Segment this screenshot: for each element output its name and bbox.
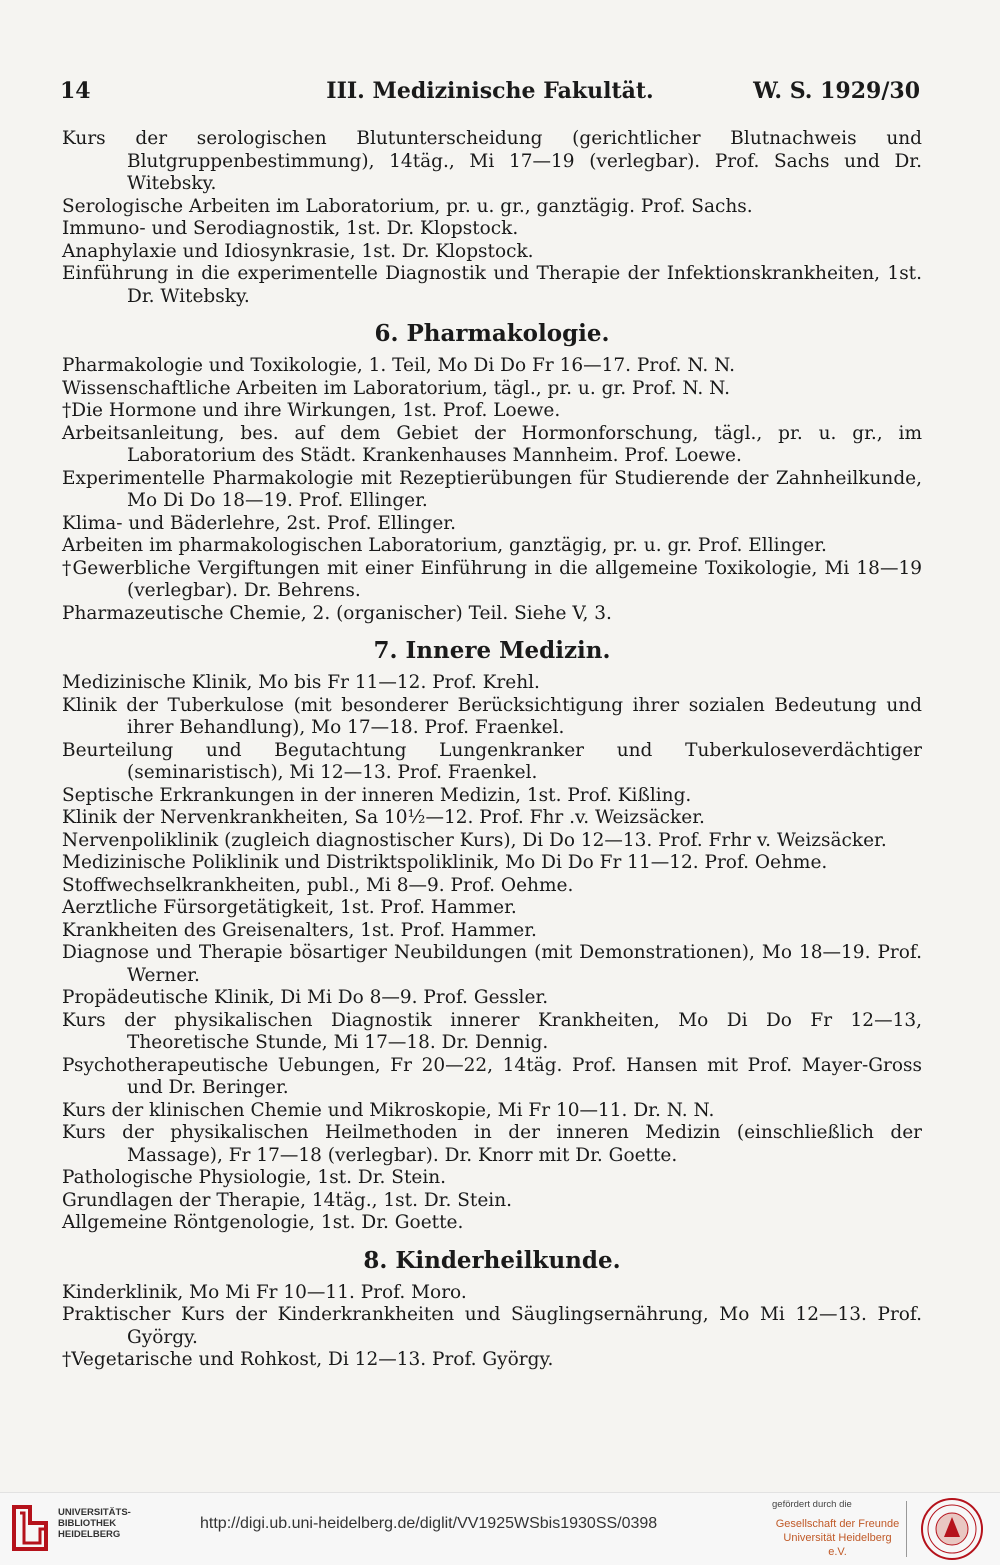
society-name: Gesellschaft der Freunde Universität Heidelberg e.V. <box>775 1518 900 1558</box>
course-entry: Diagnose und Therapie bösartiger Neubildungen (mit Demonstrationen), Mo 18—19. Prof. Werner. <box>62 942 922 986</box>
course-entry: Psychotherapeutische Uebungen, Fr 20—22, 14täg. Prof. Hansen mit Prof. Mayer-Gross und Dr. Beringer. <box>62 1054 922 1098</box>
course-entry: †Vegetarische und Rohkost, Di 12—13. Prof. György. <box>62 1349 554 1370</box>
footer-divider <box>906 1501 907 1557</box>
course-entry: Kurs der physikalischen Heilmethoden in der inneren Medizin (einschließlich der Massage), Fr 17—18 (verlegbar). Dr. Knorr mit Dr. Goette. <box>62 1122 922 1166</box>
course-entry: Aerztliche Fürsorgetätigkeit, 1st. Prof. Hammer. <box>62 897 517 918</box>
course-entry: Grundlagen der Therapie, 14täg., 1st. Dr. Stein. <box>62 1189 513 1211</box>
course-listing <box>62 128 922 1372</box>
course-entry: Kurs der serologischen Blutunterscheidung (gerichtlicher Blutnachweis und Blutgruppenbestimmung), 14täg., Mi 17—19 (verlegbar). Prof. Sachs und Dr. Witebsky. <box>62 128 922 194</box>
course-entry: Nervenpoliklinik (zugleich diagnostischer Kurs), Di Do 12—13. Prof. Frhr v. Weizsäcker. <box>62 829 887 851</box>
course-entry: Stoffwechselkrankheiten, publ., Mi 8—9. Prof. Oehme. <box>62 874 574 896</box>
course-entry: Arbeiten im pharmakologischen Laboratorium, ganztägig, pr. u. gr. Prof. Ellinger. <box>62 535 827 556</box>
course-entry: Beurteilung und Begutachtung Lungenkranker und Tuberkuloseverdächtiger (seminaristisch), Mi 12—13. Prof. Fraenkel. <box>62 739 922 783</box>
course-entry: Praktischer Kurs der Kinderkrankheiten und Säuglingsernährung, Mo Mi 12—13. Prof. György. <box>62 1304 922 1348</box>
course-entry: Kurs der physikalischen Diagnostik innerer Krankheiten, Mo Di Do Fr 12—13, Theoretische Stunde, Mi 17—18. Dr. Dennig. <box>62 1009 922 1053</box>
university-library-logo-icon <box>10 1503 50 1553</box>
course-entry: Klinik der Tuberkulose (mit besonderer Berücksichtigung ihrer sozialen Bedeutung und ihrer Behandlung), Mo 17—18. Prof. Fraenkel. <box>62 694 922 738</box>
course-entry: Experimentelle Pharmakologie mit Rezeptierübungen für Studierende der Zahnheilkunde, Mo Di Do 18—19. Prof. Ellinger. <box>62 467 922 511</box>
course-entry: Klima- und Bäderlehre, 2st. Prof. Ellinger. <box>62 512 456 534</box>
running-header <box>60 78 920 112</box>
viewer-footer <box>0 1492 1000 1565</box>
semester-label: W. S. 1929/30 <box>753 78 920 104</box>
course-entry: Serologische Arbeiten im Laboratorium, pr. u. gr., ganztägig. Prof. Sachs. <box>62 195 753 217</box>
course-entry: Medizinische Poliklinik und Distriktspoliklinik, Mo Di Do Fr 11—12. Prof. Oehme. <box>62 852 828 873</box>
course-entry: Septische Erkrankungen in der inneren Medizin, 1st. Prof. Kißling. <box>62 784 692 806</box>
course-entry: Propädeutische Klinik, Di Mi Do 8—9. Prof. Gessler. <box>62 987 549 1008</box>
section-heading: 7. Innere Medizin. <box>373 637 611 664</box>
permalink-url[interactable]: http://digi.ub.uni-heidelberg.de/diglit/VV1925WSbis1930SS/0398 <box>200 1515 658 1532</box>
course-entry: Wissenschaftliche Arbeiten im Laboratorium, tägl., pr. u. gr. Prof. N. N. <box>62 377 731 399</box>
course-entry: Pharmazeutische Chemie, 2. (organischer) Teil. Siehe V, 3. <box>62 602 612 624</box>
course-entry: Kinderklinik, Mo Mi Fr 10—11. Prof. Moro. <box>62 1281 467 1303</box>
section-heading: 8. Kinderheilkunde. <box>363 1246 621 1274</box>
library-name: UNIVERSITÄTS- BIBLIOTHEK HEIDELBERG <box>58 1507 131 1540</box>
course-entry: Arbeitsanleitung, bes. auf dem Gebiet der Hormonforschung, tägl., pr. u. gr., im Laboratorium des Städt. Krankenhauses Mannheim. Prof. Loewe. <box>62 422 922 466</box>
course-entry: Immuno- und Serodiagnostik, 1st. Dr. Klopstock. <box>62 218 519 239</box>
course-entry: Einführung in die experimentelle Diagnostik und Therapie der Infektionskrankheiten, 1st. Dr. Witebsky. <box>62 263 922 307</box>
course-entry: †Gewerbliche Vergiftungen mit einer Einführung in die allgemeine Toxikologie, Mi 18—19 (verlegbar). Dr. Behrens. <box>62 557 922 601</box>
running-title: III. Medizinische Fakultät. <box>326 78 654 104</box>
course-entry: Anaphylaxie und Idiosynkrasie, 1st. Dr. Klopstock. <box>62 240 534 262</box>
course-entry: Allgemeine Röntgenologie, 1st. Dr. Goette. <box>62 1212 464 1233</box>
course-entry: Krankheiten des Greisenalters, 1st. Prof. Hammer. <box>62 919 537 941</box>
funded-by-label: gefördert durch die <box>772 1499 852 1510</box>
section-heading: 6. Pharmakologie. <box>374 320 610 347</box>
course-entry: †Die Hormone und ihre Wirkungen, 1st. Prof. Loewe. <box>62 400 561 421</box>
course-entry: Pharmakologie und Toxikologie, 1. Teil, Mo Di Do Fr 16—17. Prof. N. N. <box>62 355 735 376</box>
course-entry: Medizinische Klinik, Mo bis Fr 11—12. Prof. Krehl. <box>62 672 540 693</box>
course-entry: Pathologische Physiologie, 1st. Dr. Stein. <box>62 1167 447 1188</box>
course-entry: Klinik der Nervenkrankheiten, Sa 10½—12. Prof. Fhr .v. Weizsäcker. <box>62 807 705 828</box>
university-seal-icon <box>920 1497 984 1561</box>
page-number: 14 <box>60 78 91 104</box>
course-entry: Kurs der klinischen Chemie und Mikroskopie, Mi Fr 10—11. Dr. N. N. <box>62 1099 715 1121</box>
